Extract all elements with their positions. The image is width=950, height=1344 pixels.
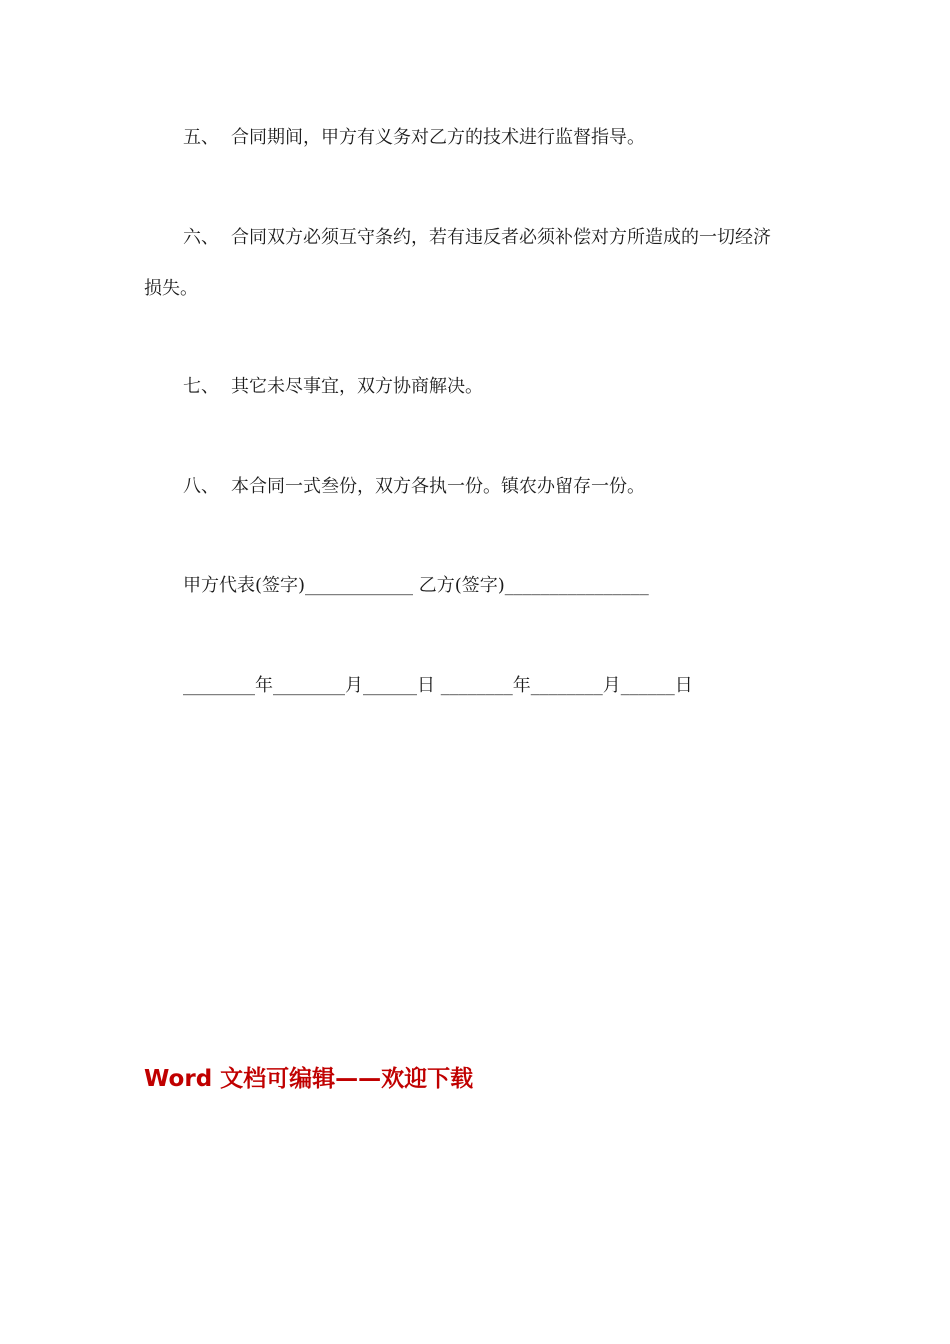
clause-text: 本合同一式叁份，双方各执一份。镇农办留存一份。	[231, 476, 645, 497]
footer-banner: Word 文档可编辑——欢迎下载	[144, 1066, 474, 1092]
clause-text: 合同期间，甲方有义务对乙方的技术进行监督指导。	[231, 127, 645, 148]
clause-6-continuation: 损失。	[144, 278, 198, 299]
clause-8	[183, 475, 645, 499]
clause-text: 合同双方必须互守条约，若有违反者必须补偿对方所造成的一切经济	[231, 227, 771, 248]
clause-6	[183, 226, 771, 250]
clause-7	[183, 375, 483, 399]
clause-number: 八、	[183, 476, 219, 497]
signature-line: 甲方代表(签字)____________ 乙方(签字)________________	[183, 575, 649, 596]
clause-number: 六、	[183, 227, 219, 248]
clause-text: 其它未尽事宜，双方协商解决。	[231, 376, 483, 397]
date-line: ________年________月______日 ________年________月______日	[183, 675, 693, 696]
clause-number: 七、	[183, 376, 219, 397]
clause-5	[183, 126, 645, 150]
clause-number: 五、	[183, 127, 219, 148]
